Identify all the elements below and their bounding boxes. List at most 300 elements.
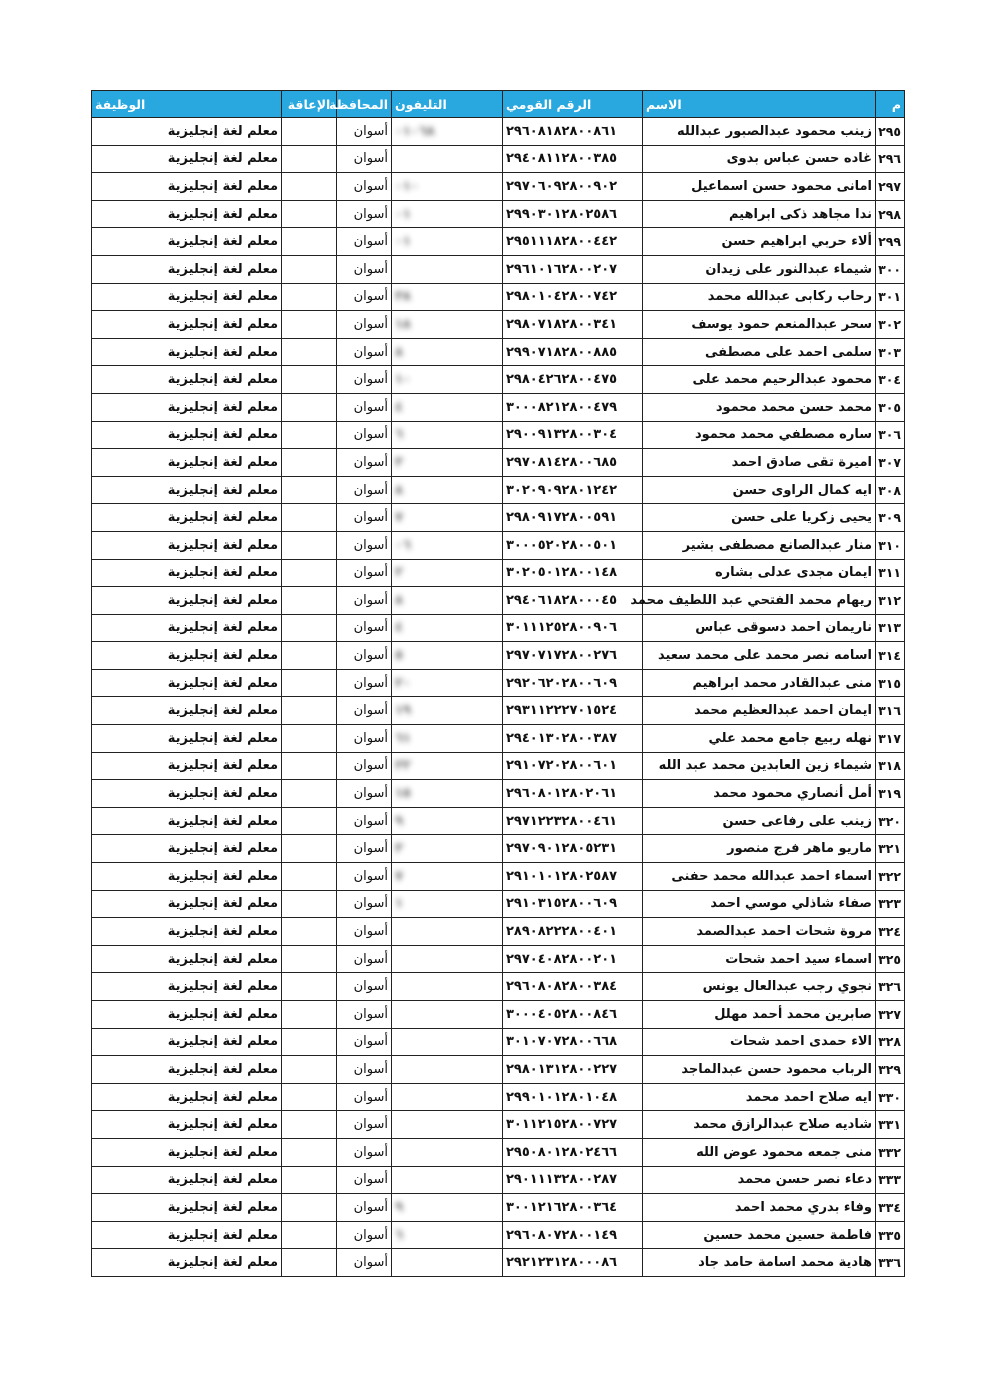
national-id-cell: ٢٩٢١٢٣١٢٨٠٠٠٨٦ — [503, 1249, 643, 1277]
phone-number-cell — [392, 807, 503, 835]
employee-name-cell: دعاء نصر حسن محمد — [643, 1166, 876, 1194]
disability-cell — [282, 1166, 337, 1194]
phone-value: ٩ — [395, 813, 403, 829]
job-title-cell: معلم لغة إنجليزية — [92, 780, 282, 808]
national-id-cell: ٢٩٦١٠١٦٢٨٠٠٢٠٧ — [503, 255, 643, 283]
job-title-cell: معلم لغة إنجليزية — [92, 173, 282, 201]
phone-number-cell — [392, 1111, 503, 1139]
job-title-cell: معلم لغة إنجليزية — [92, 200, 282, 228]
phone-number-cell — [392, 669, 503, 697]
national-id-cell: ٣٠٢٠٩٠٩٢٨٠١٢٤٢ — [503, 476, 643, 504]
national-id-cell: ٢٩٣١١٢٢٢٧٠١٥٢٤ — [503, 697, 643, 725]
job-title-cell: معلم لغة إنجليزية — [92, 1056, 282, 1084]
table-row — [92, 476, 905, 504]
disability-cell — [282, 255, 337, 283]
phone-value: ٠١٠ — [395, 178, 419, 194]
national-id-cell: ٢٩٢٠٦٢٠٢٨٠٠٦٠٩ — [503, 669, 643, 697]
phone-value: ٠٦ — [395, 537, 411, 553]
job-title-cell: معلم لغة إنجليزية — [92, 752, 282, 780]
phone-number-cell — [392, 504, 503, 532]
employee-name-cell: محمود عبدالرحيم محمد على — [643, 366, 876, 394]
phone-number-cell — [392, 1028, 503, 1056]
phone-number-cell — [392, 780, 503, 808]
national-id-cell: ٢٩٥١١١٨٢٨٠٠٤٤٢ — [503, 228, 643, 256]
job-title-cell: معلم لغة إنجليزية — [92, 642, 282, 670]
header-num: م — [876, 91, 905, 118]
header-phone: التليفون — [392, 91, 503, 118]
governorate-cell: أسوان — [337, 504, 392, 532]
disability-cell — [282, 228, 337, 256]
disability-cell — [282, 669, 337, 697]
phone-number-cell — [392, 752, 503, 780]
row-number-cell: ٣١٠ — [876, 531, 905, 559]
job-title-cell: معلم لغة إنجليزية — [92, 118, 282, 146]
table-row — [92, 145, 905, 173]
phone-value: ٢٢ — [395, 758, 411, 774]
phone-number-cell — [392, 173, 503, 201]
governorate-cell: أسوان — [337, 752, 392, 780]
phone-number-cell — [392, 366, 503, 394]
table-row — [92, 421, 905, 449]
job-title-cell: معلم لغة إنجليزية — [92, 918, 282, 946]
governorate-cell: أسوان — [337, 393, 392, 421]
table-row — [92, 228, 905, 256]
national-id-cell: ٢٩٩٠٣٠١٢٨٠٢٥٨٦ — [503, 200, 643, 228]
phone-number-cell — [392, 421, 503, 449]
table-row — [92, 587, 905, 615]
phone-value: ٦١ — [395, 730, 411, 746]
governorate-cell: أسوان — [337, 531, 392, 559]
national-id-cell: ٣٠٠٠٥٢٠٢٨٠٠٥٠١ — [503, 531, 643, 559]
phone-value: ٨ — [395, 592, 403, 608]
disability-cell — [282, 118, 337, 146]
phone-number-cell — [392, 393, 503, 421]
governorate-cell: أسوان — [337, 945, 392, 973]
job-title-cell: معلم لغة إنجليزية — [92, 255, 282, 283]
row-number-cell: ٣١٩ — [876, 780, 905, 808]
phone-number-cell — [392, 697, 503, 725]
row-number-cell: ٣٠٨ — [876, 476, 905, 504]
national-id-cell: ٣٠٠٠٨٢١٢٨٠٠٤٧٩ — [503, 393, 643, 421]
phone-value: ٠١ — [395, 234, 411, 250]
governorate-cell: أسوان — [337, 697, 392, 725]
disability-cell — [282, 890, 337, 918]
employee-name-cell: سلمى احمد على مصطفى — [643, 338, 876, 366]
employee-name-cell: ساره مصطفي محمد محمود — [643, 421, 876, 449]
job-title-cell: معلم لغة إنجليزية — [92, 669, 282, 697]
job-title-cell: معلم لغة إنجليزية — [92, 311, 282, 339]
governorate-cell: أسوان — [337, 255, 392, 283]
table-row — [92, 338, 905, 366]
table-row — [92, 1194, 905, 1222]
governorate-cell: أسوان — [337, 587, 392, 615]
disability-cell — [282, 421, 337, 449]
row-number-cell: ٣٣٥ — [876, 1221, 905, 1249]
phone-value: ١٥ — [395, 786, 411, 802]
employee-name-cell: شاديه صلاح عبدالرازق محمد — [643, 1111, 876, 1139]
governorate-cell: أسوان — [337, 614, 392, 642]
table-row — [92, 255, 905, 283]
table-row — [92, 1083, 905, 1111]
disability-cell — [282, 283, 337, 311]
employee-name-cell: صابرين محمد أحمد مهلل — [643, 1001, 876, 1029]
phone-value: ٢٠ — [395, 675, 411, 691]
disability-cell — [282, 780, 337, 808]
row-number-cell: ٣٢٧ — [876, 1001, 905, 1029]
national-id-cell: ٢٩١٠٧٢٠٢٨٠٠٦٠١ — [503, 752, 643, 780]
table-row — [92, 200, 905, 228]
row-number-cell: ٣١٦ — [876, 697, 905, 725]
employee-name-cell: غاده حسن عباس بدوى — [643, 145, 876, 173]
disability-cell — [282, 1083, 337, 1111]
governorate-cell: أسوان — [337, 669, 392, 697]
employee-name-cell: صفاء شاذلي موسي احمد — [643, 890, 876, 918]
governorate-cell: أسوان — [337, 1028, 392, 1056]
phone-number-cell — [392, 587, 503, 615]
phone-number-cell — [392, 228, 503, 256]
row-number-cell: ٢٩٥ — [876, 118, 905, 146]
governorate-cell: أسوان — [337, 835, 392, 863]
phone-number-cell — [392, 1083, 503, 1111]
disability-cell — [282, 642, 337, 670]
governorate-cell: أسوان — [337, 973, 392, 1001]
row-number-cell: ٣٣٦ — [876, 1249, 905, 1277]
phone-number-cell — [392, 118, 503, 146]
table-row — [92, 1111, 905, 1139]
national-id-cell: ٢٩٦٠٨٠٨٢٨٠٠٣٨٤ — [503, 973, 643, 1001]
disability-cell — [282, 587, 337, 615]
disability-cell — [282, 1111, 337, 1139]
disability-cell — [282, 311, 337, 339]
table-row — [92, 531, 905, 559]
table-row — [92, 697, 905, 725]
disability-cell — [282, 1221, 337, 1249]
row-number-cell: ٣١٥ — [876, 669, 905, 697]
employee-name-cell: الاء حمدى احمد شحات — [643, 1028, 876, 1056]
row-number-cell: ٣٠٥ — [876, 393, 905, 421]
employee-name-cell: شيماء زين العابدين محمد عبد الله — [643, 752, 876, 780]
employee-name-cell: امانى محمود حسن اسماعيل — [643, 173, 876, 201]
phone-number-cell — [392, 1138, 503, 1166]
employee-name-cell: منى جمعه محمود عوض الله — [643, 1138, 876, 1166]
national-id-cell: ٢٩٨٠٩١٧٢٨٠٠٥٩١ — [503, 504, 643, 532]
row-number-cell: ٣٠٢ — [876, 311, 905, 339]
phone-value: ٧ — [395, 510, 403, 526]
national-id-cell: ٢٩٩٠١٠١٢٨٠١٠٤٨ — [503, 1083, 643, 1111]
national-id-cell: ٣٠٠١٢١٦٢٨٠٠٣٦٤ — [503, 1194, 643, 1222]
row-number-cell: ٣٠٣ — [876, 338, 905, 366]
phone-number-cell — [392, 973, 503, 1001]
national-id-cell: ٢٩٨٠١٠٤٢٨٠٠٧٤٢ — [503, 283, 643, 311]
employee-name-cell: ماريو ماهر فرج منصور — [643, 835, 876, 863]
table-body — [92, 118, 905, 1277]
phone-value: ٥ — [395, 648, 403, 664]
table-row — [92, 725, 905, 753]
national-id-cell: ٢٩٧٠٩٠١٢٨٠٥٢٣١ — [503, 835, 643, 863]
phone-value: ٣ — [395, 841, 403, 857]
disability-cell — [282, 504, 337, 532]
phone-number-cell — [392, 614, 503, 642]
job-title-cell: معلم لغة إنجليزية — [92, 1111, 282, 1139]
employee-name-cell: اسامه نصر محمد على محمد سعيد — [643, 642, 876, 670]
governorate-cell: أسوان — [337, 476, 392, 504]
table-row — [92, 835, 905, 863]
governorate-cell: أسوان — [337, 725, 392, 753]
employee-name-cell: رحاب ركابى عبدالله محمد — [643, 283, 876, 311]
table-row — [92, 780, 905, 808]
header-governorate: المحافظة — [337, 91, 392, 118]
phone-number-cell — [392, 531, 503, 559]
table-row — [92, 1001, 905, 1029]
disability-cell — [282, 863, 337, 891]
governorate-cell: أسوان — [337, 421, 392, 449]
row-number-cell: ٣٣١ — [876, 1111, 905, 1139]
national-id-cell: ٣٠١١٢١٥٢٨٠٠٧٢٧ — [503, 1111, 643, 1139]
header-national-id: الرقم القومي — [503, 91, 643, 118]
national-id-cell: ٢٩٥٠٨٠١٢٨٠٢٤٦٦ — [503, 1138, 643, 1166]
row-number-cell: ٣١٤ — [876, 642, 905, 670]
national-id-cell: ٢٩٨٠١٣١٢٨٠٠٢٢٧ — [503, 1056, 643, 1084]
row-number-cell: ٣٠٠ — [876, 255, 905, 283]
job-title-cell: معلم لغة إنجليزية — [92, 1138, 282, 1166]
job-title-cell: معلم لغة إنجليزية — [92, 559, 282, 587]
national-id-cell: ٢٩٨٠٧١٨٢٨٠٠٣٤١ — [503, 311, 643, 339]
employee-name-cell: ايه كمال الراوى حسن — [643, 476, 876, 504]
table-row — [92, 890, 905, 918]
phone-value: ١٩ — [395, 703, 411, 719]
governorate-cell: أسوان — [337, 311, 392, 339]
governorate-cell: أسوان — [337, 1056, 392, 1084]
employee-name-cell: أمل أنصاري محمود محمد — [643, 780, 876, 808]
disability-cell — [282, 1001, 337, 1029]
disability-cell — [282, 752, 337, 780]
disability-cell — [282, 173, 337, 201]
employee-name-cell: زينب على رفاعى حسن — [643, 807, 876, 835]
employee-name-cell: زينب محمود عبدالصبور عبدالله — [643, 118, 876, 146]
national-id-cell: ٣٠١٠٧٠٧٢٨٠٠٦٦٨ — [503, 1028, 643, 1056]
job-title-cell: معلم لغة إنجليزية — [92, 1166, 282, 1194]
row-number-cell: ٣١٨ — [876, 752, 905, 780]
employee-name-cell: ألاء حربي ابراهيم حسن — [643, 228, 876, 256]
employee-name-cell: اسماء احمد عبدالله محمد حفنى — [643, 863, 876, 891]
job-title-cell: معلم لغة إنجليزية — [92, 725, 282, 753]
phone-number-cell — [392, 338, 503, 366]
phone-value: ٨ — [395, 482, 403, 498]
employee-name-cell: منار عبدالصانع مصطفى بشير — [643, 531, 876, 559]
row-number-cell: ٣٢١ — [876, 835, 905, 863]
governorate-cell: أسوان — [337, 173, 392, 201]
national-id-cell: ٢٩٠٠٩١٣٢٨٠٠٣٠٤ — [503, 421, 643, 449]
table-row — [92, 1249, 905, 1277]
row-number-cell: ٣٣٠ — [876, 1083, 905, 1111]
disability-cell — [282, 918, 337, 946]
employee-name-cell: نهله ربيع جامع محمد علي — [643, 725, 876, 753]
table-row — [92, 559, 905, 587]
governorate-cell: أسوان — [337, 118, 392, 146]
employee-name-cell: شيماء عبدالنور على زيدان — [643, 255, 876, 283]
national-id-cell: ٢٩٩٠٧١٨٢٨٠٠٨٨٥ — [503, 338, 643, 366]
disability-cell — [282, 973, 337, 1001]
phone-value: ٣٨ — [395, 289, 411, 305]
employee-name-cell: محمد حسن محمد محمود — [643, 393, 876, 421]
row-number-cell: ٣٠٦ — [876, 421, 905, 449]
phone-number-cell — [392, 476, 503, 504]
job-title-cell: معلم لغة إنجليزية — [92, 1249, 282, 1277]
job-title-cell: معلم لغة إنجليزية — [92, 531, 282, 559]
job-title-cell: معلم لغة إنجليزية — [92, 1001, 282, 1029]
phone-value: ١٠ — [395, 372, 411, 388]
employee-name-cell: ايمان احمد عبدالعظيم محمد — [643, 697, 876, 725]
job-title-cell: معلم لغة إنجليزية — [92, 283, 282, 311]
governorate-cell: أسوان — [337, 559, 392, 587]
job-title-cell: معلم لغة إنجليزية — [92, 1221, 282, 1249]
phone-value: ١ — [395, 896, 403, 912]
row-number-cell: ٣٢٥ — [876, 945, 905, 973]
governorate-cell: أسوان — [337, 1194, 392, 1222]
row-number-cell: ٣٢٠ — [876, 807, 905, 835]
employee-name-cell: اسماء سيد احمد شحات — [643, 945, 876, 973]
table-row — [92, 807, 905, 835]
phone-value: ٦ — [395, 427, 403, 443]
phone-number-cell — [392, 890, 503, 918]
header-name: الاسم — [643, 91, 876, 118]
governorate-cell: أسوان — [337, 1138, 392, 1166]
disability-cell — [282, 145, 337, 173]
employee-name-cell: اميرة تقى صادق احمد — [643, 449, 876, 477]
governorate-cell: أسوان — [337, 1083, 392, 1111]
table-row — [92, 1221, 905, 1249]
disability-cell — [282, 807, 337, 835]
phone-value: ٧ — [395, 868, 403, 884]
table-row — [92, 393, 905, 421]
phone-number-cell — [392, 200, 503, 228]
disability-cell — [282, 1249, 337, 1277]
row-number-cell: ٣١٢ — [876, 587, 905, 615]
disability-cell — [282, 200, 337, 228]
job-title-cell: معلم لغة إنجليزية — [92, 476, 282, 504]
governorate-cell: أسوان — [337, 338, 392, 366]
governorate-cell: أسوان — [337, 1111, 392, 1139]
phone-number-cell — [392, 559, 503, 587]
job-title-cell: معلم لغة إنجليزية — [92, 145, 282, 173]
employee-name-cell: هادية محمد اسامة حامد جاد — [643, 1249, 876, 1277]
table-row — [92, 1166, 905, 1194]
governorate-cell: أسوان — [337, 863, 392, 891]
table-row — [92, 173, 905, 201]
row-number-cell: ٢٩٦ — [876, 145, 905, 173]
national-id-cell: ٢٩١٠١٠١٢٨٠٢٥٨٧ — [503, 863, 643, 891]
phone-number-cell — [392, 642, 503, 670]
governorate-cell: أسوان — [337, 145, 392, 173]
national-id-cell: ٢٨٩٠٨٢٢٢٨٠٠٤٠١ — [503, 918, 643, 946]
job-title-cell: معلم لغة إنجليزية — [92, 863, 282, 891]
row-number-cell: ٣٣٤ — [876, 1194, 905, 1222]
row-number-cell: ٣٢٣ — [876, 890, 905, 918]
phone-number-cell — [392, 1166, 503, 1194]
phone-number-cell — [392, 283, 503, 311]
table-row — [92, 863, 905, 891]
table-row — [92, 918, 905, 946]
data-sheet — [92, 90, 905, 1277]
phone-number-cell — [392, 1056, 503, 1084]
employee-name-cell: ريهام محمد الفتحي عبد اللطيف محمد — [643, 587, 876, 615]
job-title-cell: معلم لغة إنجليزية — [92, 945, 282, 973]
disability-cell — [282, 1028, 337, 1056]
row-number-cell: ٣٢٩ — [876, 1056, 905, 1084]
phone-value: ٢ — [395, 565, 403, 581]
job-title-cell: معلم لغة إنجليزية — [92, 807, 282, 835]
national-id-cell: ٣٠٠٠٤٠٥٢٨٠٠٨٤٦ — [503, 1001, 643, 1029]
job-title-cell: معلم لغة إنجليزية — [92, 449, 282, 477]
disability-cell — [282, 835, 337, 863]
disability-cell — [282, 945, 337, 973]
phone-value: ٤ — [395, 399, 403, 415]
row-number-cell: ٢٩٩ — [876, 228, 905, 256]
table-row — [92, 283, 905, 311]
phone-value: ١٨ — [395, 316, 411, 332]
phone-value: ٤ — [395, 620, 403, 636]
table-row — [92, 1056, 905, 1084]
employee-name-cell: منى عبدالقادر محمد ابراهيم — [643, 669, 876, 697]
governorate-cell: أسوان — [337, 449, 392, 477]
governorate-cell: أسوان — [337, 1166, 392, 1194]
phone-value: ٨ — [395, 344, 403, 360]
table-row — [92, 642, 905, 670]
job-title-cell: معلم لغة إنجليزية — [92, 1083, 282, 1111]
row-number-cell: ٢٩٧ — [876, 173, 905, 201]
governorate-cell: أسوان — [337, 200, 392, 228]
phone-number-cell — [392, 918, 503, 946]
disability-cell — [282, 559, 337, 587]
national-id-cell: ٢٩٤٠٨١١٢٨٠٠٣٨٥ — [503, 145, 643, 173]
phone-number-cell — [392, 945, 503, 973]
table-row — [92, 504, 905, 532]
phone-value: ٣ — [395, 454, 403, 470]
national-id-cell: ٢٩٨٠٤٢٦٢٨٠٠٤٧٥ — [503, 366, 643, 394]
row-number-cell: ٣٢٨ — [876, 1028, 905, 1056]
governorate-cell: أسوان — [337, 228, 392, 256]
phone-number-cell — [392, 145, 503, 173]
row-number-cell: ٢٩٨ — [876, 200, 905, 228]
employee-name-cell: يحيى زكريا على حسن — [643, 504, 876, 532]
row-number-cell: ٣٢٦ — [876, 973, 905, 1001]
row-number-cell: ٣٢٤ — [876, 918, 905, 946]
disability-cell — [282, 1056, 337, 1084]
phone-value: ٦ — [395, 1227, 403, 1243]
governorate-cell: أسوان — [337, 807, 392, 835]
disability-cell — [282, 476, 337, 504]
phone-value: ٩ — [395, 1199, 403, 1215]
phone-number-cell — [392, 1194, 503, 1222]
disability-cell — [282, 1194, 337, 1222]
disability-cell — [282, 531, 337, 559]
phone-number-cell — [392, 1249, 503, 1277]
phone-number-cell — [392, 255, 503, 283]
job-title-cell: معلم لغة إنجليزية — [92, 835, 282, 863]
national-id-cell: ٢٩١٠٣١٥٢٨٠٠٦٠٩ — [503, 890, 643, 918]
national-id-cell: ٢٩٧٠٤٠٨٢٨٠٠٢٠١ — [503, 945, 643, 973]
national-id-cell: ٢٩٧٠٨١٤٢٨٠٠٦٨٥ — [503, 449, 643, 477]
job-title-cell: معلم لغة إنجليزية — [92, 504, 282, 532]
phone-number-cell — [392, 311, 503, 339]
table-row — [92, 1028, 905, 1056]
governorate-cell: أسوان — [337, 642, 392, 670]
disability-cell — [282, 725, 337, 753]
employees-table — [91, 90, 905, 1277]
disability-cell — [282, 614, 337, 642]
table-row — [92, 118, 905, 146]
disability-cell — [282, 1138, 337, 1166]
